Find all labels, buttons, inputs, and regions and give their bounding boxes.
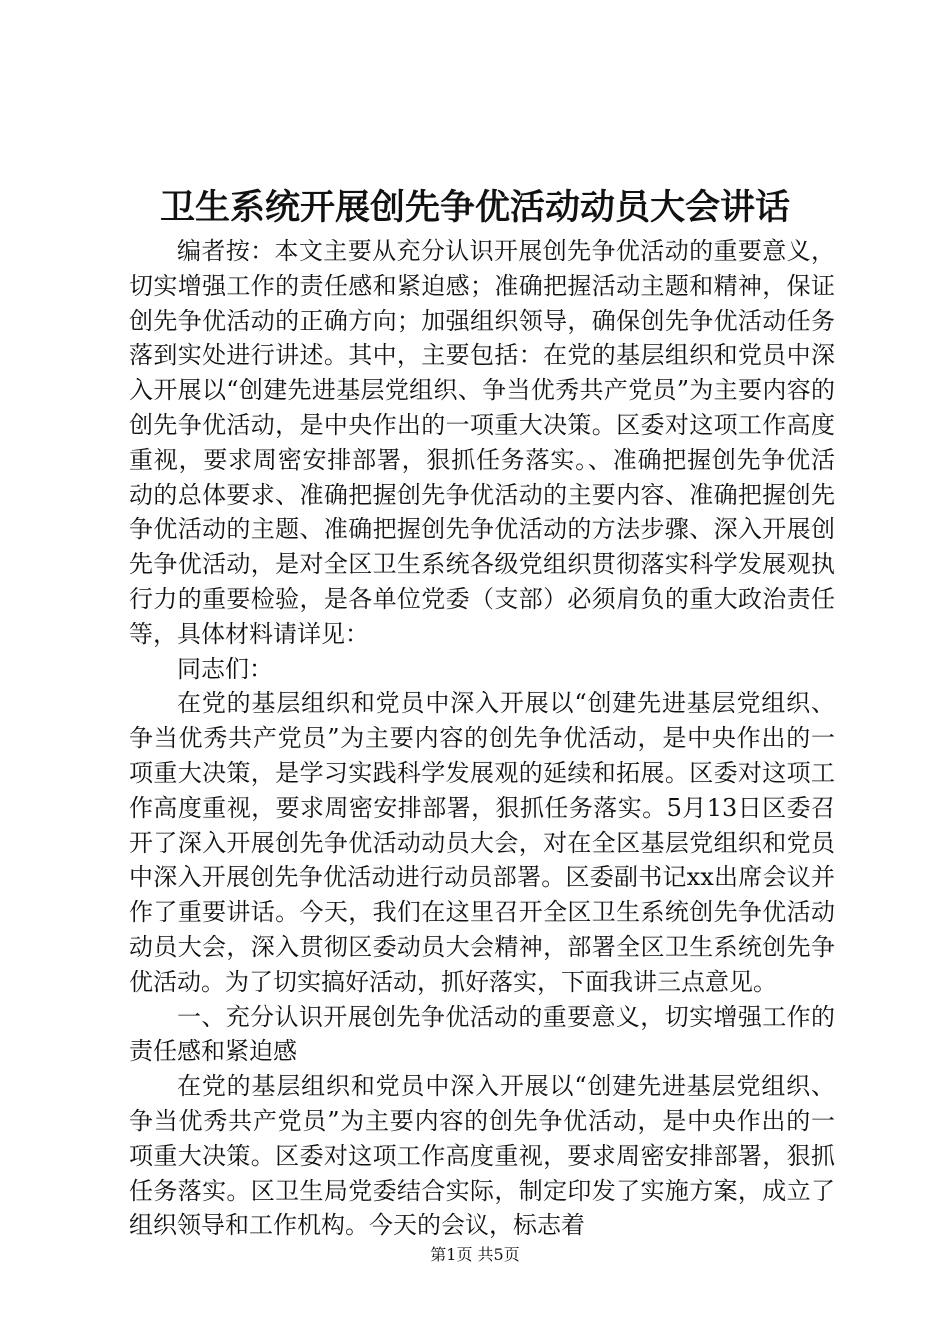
section-heading-1: 一、充分认识开展创先争优活动的重要意义，切实增强工作的责任感和紧迫感	[129, 1002, 835, 1066]
salutation-paragraph: 同志们：	[177, 654, 273, 683]
editor-note-paragraph: 编者按：本文主要从充分认识开展创先争优活动的重要意义，切实增强工作的责任感和紧迫感；准确把握活动主题和精神，保证创先争优活动的正确方向；加强组织领导，确保创先争优活动任务落到实处进行讲述。其中，主要包括：在党的基层组织和党员中深入开展以“创建先进基层党组织、争当优秀共产党员”为主要内容的创先争优活动，是中央作出的一项重大决策。区委对这项工作高度重视，要求周密安排部署，狠抓任务落实。、准确把握创先争优活动的总体要求、准确把握创先争优活动的主要内容、准确把握创先争优活动的主题、准确把握创先争优活动的方法步骤、深入开展创先争优活动，是对全区卫生系统各级党组织贯彻落实科学发展观执行力的重要检验，是各单位党委（支部）必须肩负的重大政治责任等，具体材料请详见：	[129, 237, 835, 648]
page-number-footer: 第1页 共5页	[430, 1245, 520, 1264]
body-paragraph: 在党的基层组织和党员中深入开展以“创建先进基层党组织、争当优秀共产党员”为主要内容的创先争优活动，是中央作出的一项重大决策。区委对这项工作高度重视，要求周密安排部署，狠抓任务落实。区卫生局党委结合实际，制定印发了实施方案，成立了组织领导和工作机构。今天的会议，标志着	[129, 1072, 835, 1240]
body-paragraph: 在党的基层组织和党员中深入开展以“创建先进基层党组织、争当优秀共产党员”为主要内容的创先争优活动，是中央作出的一项重大决策，是学习实践科学发展观的延续和拓展。区委对这项工作高度重视，要求周密安排部署，狠抓任务落实。5月13日区委召开了深入开展创先争优活动动员大会，对在全区基层党组织和党员中深入开展创先争优活动进行动员部署。区委副书记xx出席会议并作了重要讲话。今天，我们在这里召开全区卫生系统创先争优活动动员大会，深入贯彻区委动员大会精神，部署全区卫生系统创先争优活动。为了切实搞好活动，抓好落实，下面我讲三点意见。	[129, 689, 835, 996]
document-title: 卫生系统开展创先争优活动动员大会讲话	[159, 187, 790, 228]
document-body	[129, 234, 835, 1243]
